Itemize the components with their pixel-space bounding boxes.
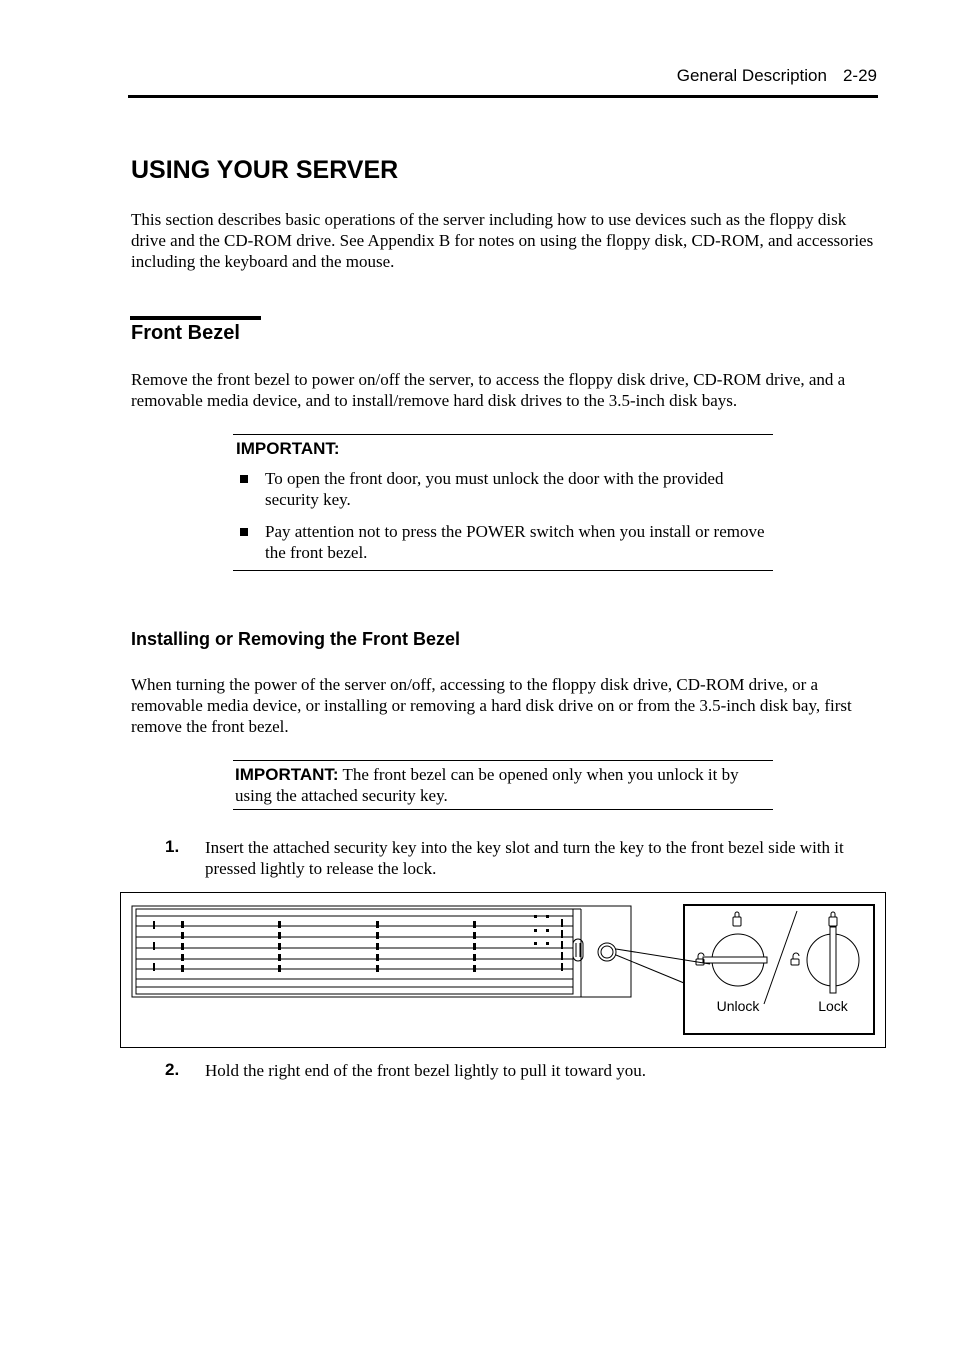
important-notice-1: [233, 434, 773, 571]
installing-heading: Installing or Removing the Front Bezel: [131, 629, 461, 649]
bezel-lock-figure: [120, 892, 886, 1048]
important-notice-2: [233, 760, 773, 810]
lock-label: Lock: [818, 998, 848, 1014]
page-number: 2-29: [842, 66, 877, 85]
list-item: Pay attention not to press the POWER switch when you install or remove the front bezel.: [236, 521, 773, 563]
header-section: General Description: [676, 66, 827, 85]
step-text: Insert the attached security key into the key slot and turn the key to the front bezel side with it pressed lightly to release the lock.: [205, 838, 844, 878]
important-label: IMPORTANT:: [235, 765, 339, 784]
bullet-square-icon: [240, 528, 248, 536]
running-header: [677, 66, 877, 86]
bezel-illustration: [121, 893, 885, 1047]
section-bar: [130, 316, 261, 320]
installing-paragraph: When turning the power of the server on/off, accessing to the floppy disk drive, CD-ROM drive, or a removable media device, or installing or removing a hard disk drive on or from the 3.5-inch disk bay, first remove the front bezel.: [131, 675, 852, 736]
bullet-square-icon: [240, 475, 248, 483]
important-list: [236, 468, 773, 563]
important-text: The front bezel can be opened only when you unlock it by using the attached security key.: [235, 765, 739, 805]
intro-paragraph: This section describes basic operations of the server including how to use devices such as the floppy disk drive and the CD-ROM drive. See Appendix B for notes on using the floppy disk, CD-ROM, and accessories including the keyboard and the mouse.: [131, 210, 874, 271]
step-number: 1.: [165, 837, 180, 856]
important-label: IMPORTANT:: [236, 439, 340, 458]
page-title: USING YOUR SERVER: [131, 156, 399, 184]
list-item: To open the front door, you must unlock the door with the provided security key.: [236, 468, 773, 510]
header-rule: [128, 95, 878, 98]
step-text: Hold the right end of the front bezel lightly to pull it toward you.: [205, 1061, 646, 1080]
unlock-label: Unlock: [716, 998, 760, 1014]
step-number: 2.: [165, 1060, 180, 1079]
front-bezel-paragraph: Remove the front bezel to power on/off the server, to access the floppy disk drive, CD-ROM drive, and a removable media device, and to install/remove hard disk drives to the 3.5-inch disk bays.: [131, 370, 846, 410]
front-bezel-heading: Front Bezel: [131, 322, 240, 344]
